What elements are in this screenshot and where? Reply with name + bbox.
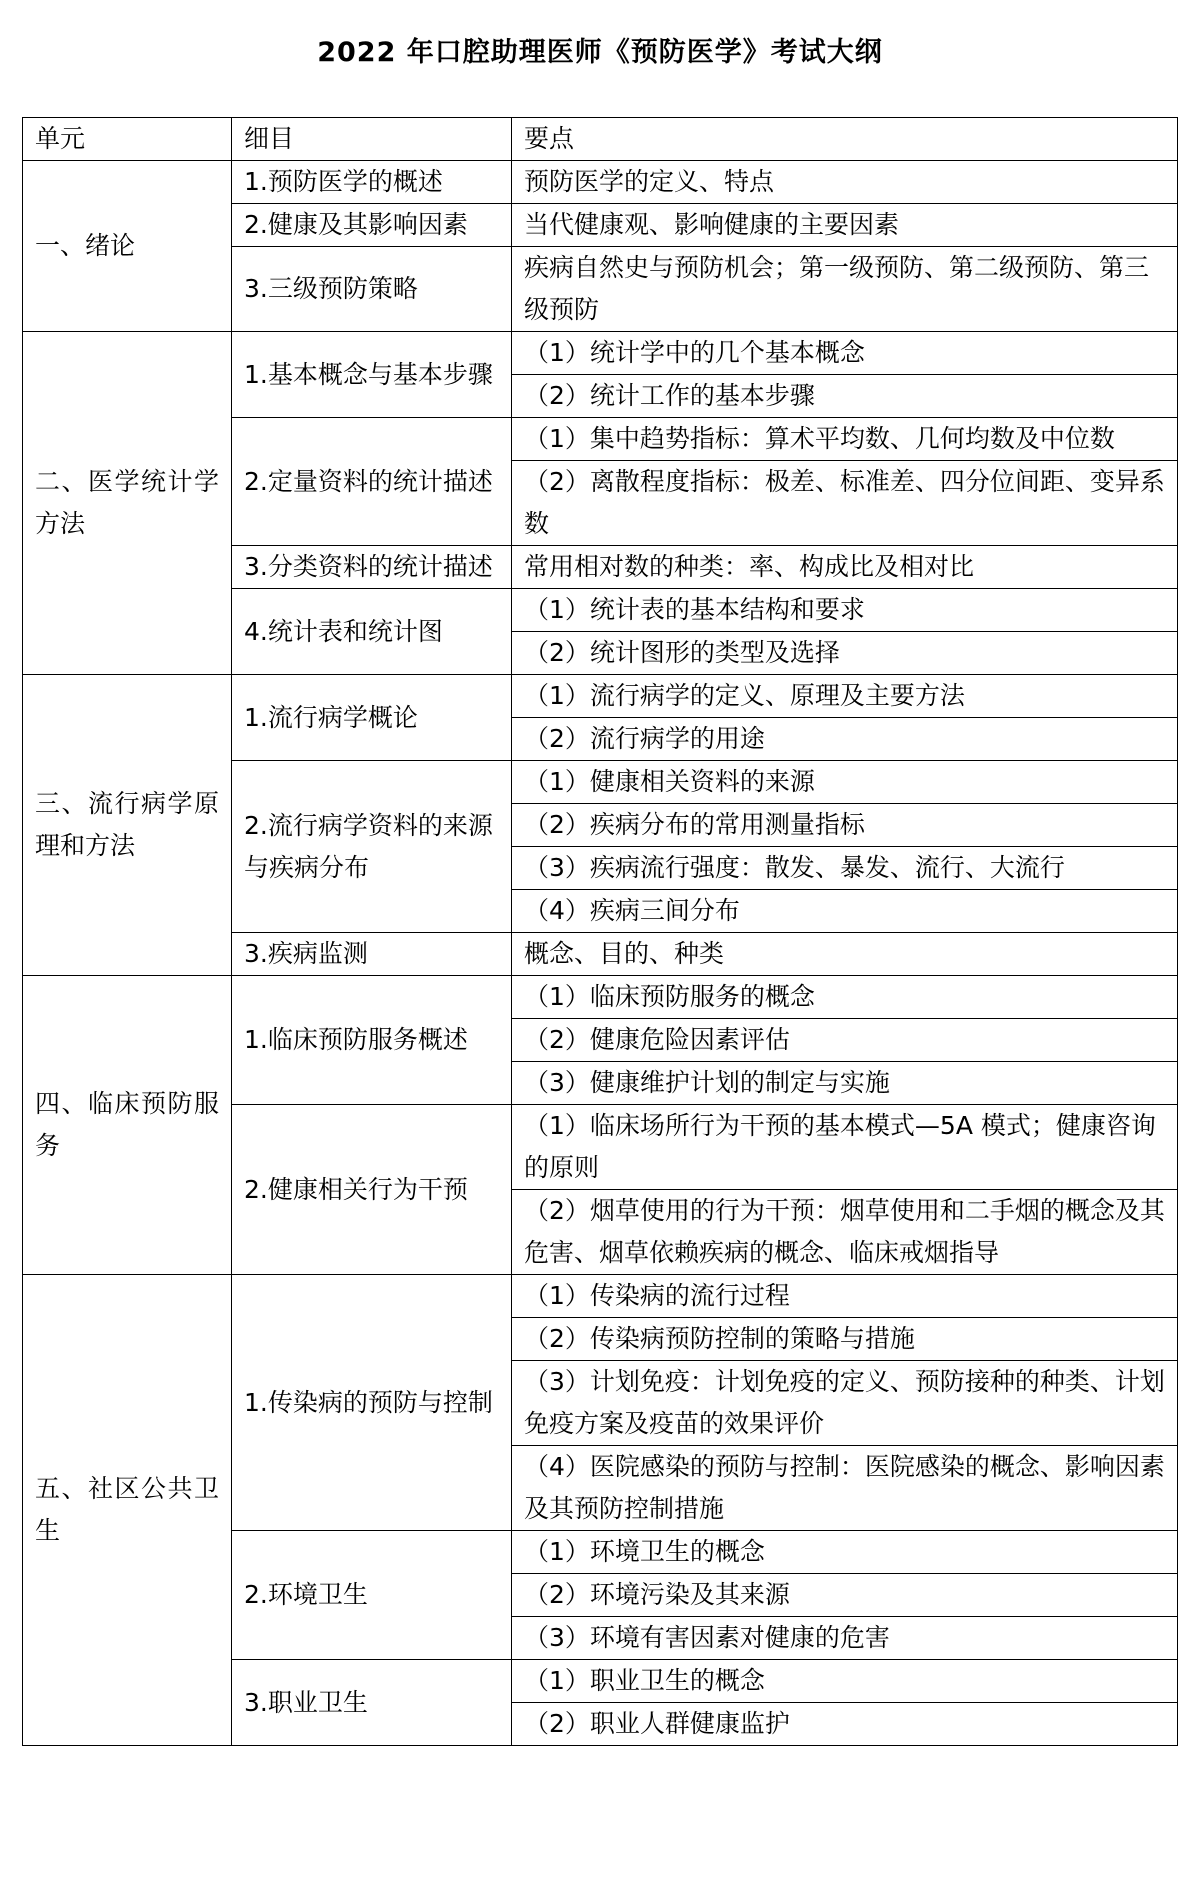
point-cell: （3）计划免疫：计划免疫的定义、预防接种的种类、计划免疫方案及疫苗的效果评价: [512, 1361, 1178, 1446]
point-cell: （3）环境有害因素对健康的危害: [512, 1617, 1178, 1660]
item-cell: 2.健康相关行为干预: [232, 1105, 512, 1275]
point-cell: 概念、目的、种类: [512, 933, 1178, 976]
point-cell: （2）传染病预防控制的策略与措施: [512, 1318, 1178, 1361]
item-cell: 1.传染病的预防与控制: [232, 1275, 512, 1531]
item-cell: 3.疾病监测: [232, 933, 512, 976]
point-cell: （2）统计图形的类型及选择: [512, 632, 1178, 675]
item-cell: 3.分类资料的统计描述: [232, 546, 512, 589]
point-cell: （1）临床场所行为干预的基本模式—5A 模式；健康咨询的原则: [512, 1105, 1178, 1190]
table-row: [23, 332, 1178, 375]
point-cell: （2）离散程度指标：极差、标准差、四分位间距、变异系数: [512, 461, 1178, 546]
header-point: 要点: [512, 118, 1178, 161]
point-cell: （2）疾病分布的常用测量指标: [512, 804, 1178, 847]
point-cell: （2）流行病学的用途: [512, 718, 1178, 761]
point-cell: （2）统计工作的基本步骤: [512, 375, 1178, 418]
unit-cell: 二、医学统计学方法: [23, 332, 232, 675]
point-cell: （2）职业人群健康监护: [512, 1703, 1178, 1746]
point-cell: （1）统计学中的几个基本概念: [512, 332, 1178, 375]
item-cell: 2.流行病学资料的来源与疾病分布: [232, 761, 512, 933]
point-cell: （1）传染病的流行过程: [512, 1275, 1178, 1318]
item-cell: 1.流行病学概论: [232, 675, 512, 761]
point-cell: （3）健康维护计划的制定与实施: [512, 1062, 1178, 1105]
point-cell: （3）疾病流行强度：散发、暴发、流行、大流行: [512, 847, 1178, 890]
syllabus-table: [22, 117, 1178, 1746]
header-unit: 单元: [23, 118, 232, 161]
point-cell: （4）疾病三间分布: [512, 890, 1178, 933]
point-cell: （4）医院感染的预防与控制：医院感染的概念、影响因素及其预防控制措施: [512, 1446, 1178, 1531]
unit-cell: 四、临床预防服务: [23, 976, 232, 1275]
point-cell: （1）统计表的基本结构和要求: [512, 589, 1178, 632]
item-cell: 2.定量资料的统计描述: [232, 418, 512, 546]
table-body: [23, 161, 1178, 1746]
point-cell: （1）流行病学的定义、原理及主要方法: [512, 675, 1178, 718]
point-cell: （2）环境污染及其来源: [512, 1574, 1178, 1617]
point-cell: （1）集中趋势指标：算术平均数、几何均数及中位数: [512, 418, 1178, 461]
item-cell: 1.临床预防服务概述: [232, 976, 512, 1105]
header-item: 细目: [232, 118, 512, 161]
point-cell: （1）健康相关资料的来源: [512, 761, 1178, 804]
point-cell: 疾病自然史与预防机会；第一级预防、第二级预防、第三级预防: [512, 247, 1178, 332]
item-cell: 2.环境卫生: [232, 1531, 512, 1660]
unit-cell: 五、社区公共卫生: [23, 1275, 232, 1746]
header-row: [23, 118, 1178, 161]
item-cell: 1.基本概念与基本步骤: [232, 332, 512, 418]
table-row: [23, 976, 1178, 1019]
point-cell: 预防医学的定义、特点: [512, 161, 1178, 204]
point-cell: 当代健康观、影响健康的主要因素: [512, 204, 1178, 247]
item-cell: 4.统计表和统计图: [232, 589, 512, 675]
point-cell: （2）健康危险因素评估: [512, 1019, 1178, 1062]
point-cell: （2）烟草使用的行为干预：烟草使用和二手烟的概念及其危害、烟草依赖疾病的概念、临床戒烟指导: [512, 1190, 1178, 1275]
item-cell: 3.三级预防策略: [232, 247, 512, 332]
item-cell: 1.预防医学的概述: [232, 161, 512, 204]
point-cell: 常用相对数的种类：率、构成比及相对比: [512, 546, 1178, 589]
document-title: 2022 年口腔助理医师《预防医学》考试大纲: [317, 37, 883, 68]
point-cell: （1）临床预防服务的概念: [512, 976, 1178, 1019]
table-row: [23, 675, 1178, 718]
item-cell: 3.职业卫生: [232, 1660, 512, 1746]
point-cell: （1）环境卫生的概念: [512, 1531, 1178, 1574]
point-cell: （1）职业卫生的概念: [512, 1660, 1178, 1703]
table-row: [23, 161, 1178, 204]
item-cell: 2.健康及其影响因素: [232, 204, 512, 247]
unit-cell: 一、绪论: [23, 161, 232, 332]
unit-cell: 三、流行病学原理和方法: [23, 675, 232, 976]
table-row: [23, 1275, 1178, 1318]
